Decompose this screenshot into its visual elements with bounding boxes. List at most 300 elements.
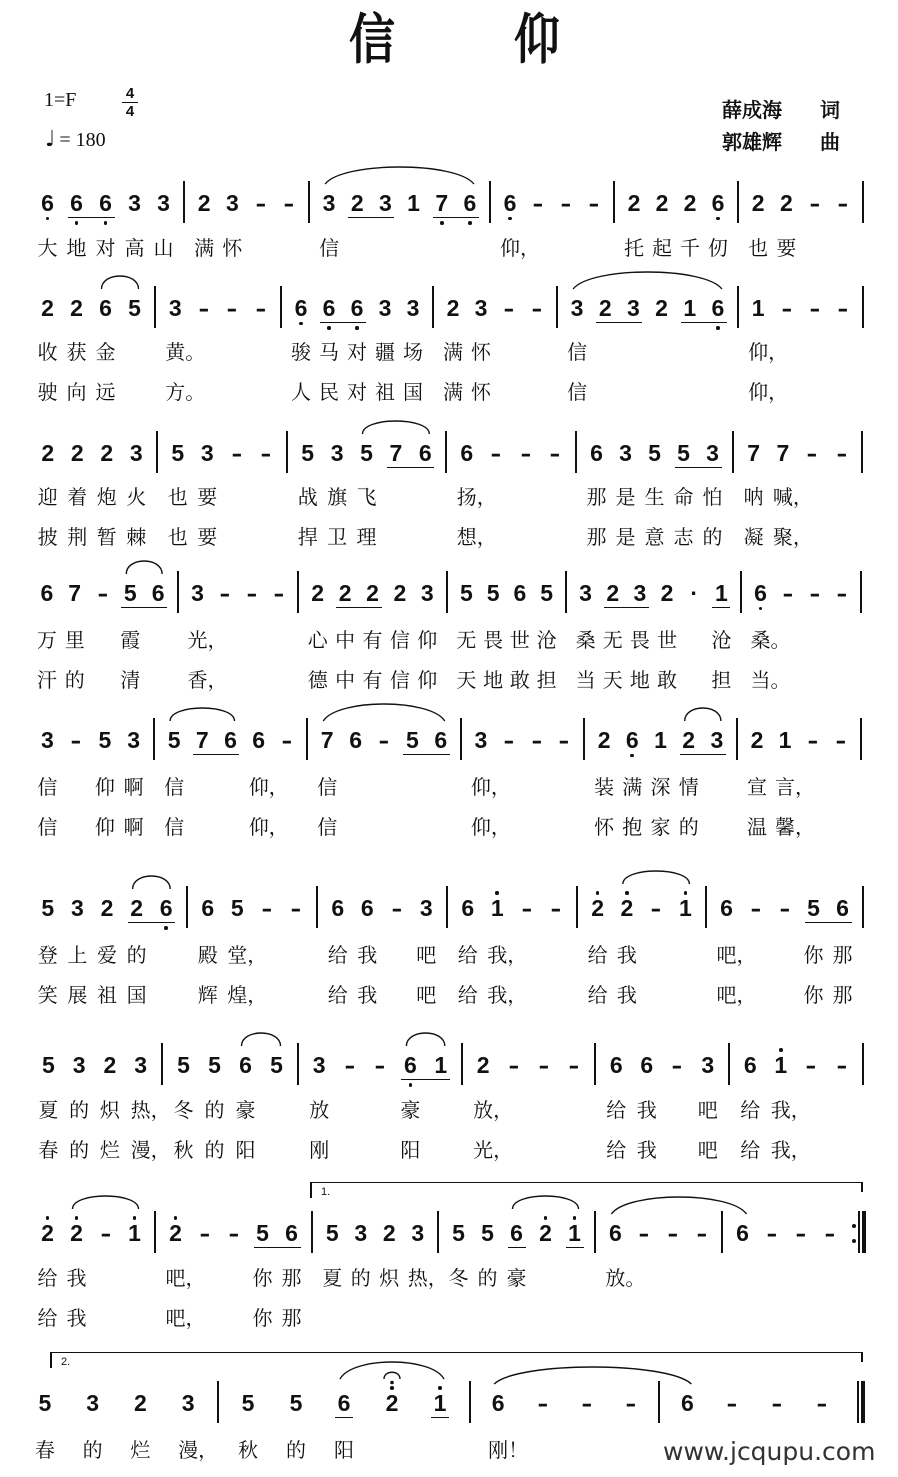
- note-cell: [315, 190, 343, 260]
- lyric-syllable: 的: [69, 1098, 90, 1122]
- note-cell: [272, 1390, 320, 1462]
- note: 3: [127, 727, 141, 753]
- note: 3: [411, 1220, 425, 1246]
- note-cell: [582, 440, 611, 549]
- note-cell: [353, 895, 383, 1007]
- note-cell: [238, 581, 265, 605]
- note-cell: [498, 1053, 528, 1077]
- note-cell: [252, 896, 282, 920]
- note-cell: [654, 580, 681, 692]
- note: 6: [285, 1220, 298, 1246]
- dash: -: [581, 1390, 592, 1416]
- note-cell: [640, 440, 669, 549]
- lyric-syllable: 国: [403, 380, 423, 404]
- note-cell: [552, 191, 580, 215]
- measure: [307, 727, 461, 839]
- lyric-syllable: 馨，: [775, 815, 815, 839]
- note-cell: [426, 1053, 456, 1077]
- lyric-syllable: 给: [37, 1266, 58, 1290]
- measure: [27, 580, 178, 692]
- note: 3: [378, 295, 392, 321]
- lyric-syllable: 信: [164, 815, 185, 839]
- note-cell: [304, 1052, 334, 1162]
- dash: -: [219, 580, 230, 606]
- note-cell: [252, 441, 282, 465]
- note-cell: [533, 580, 560, 692]
- note-cell: [247, 191, 275, 215]
- lyric-syllable: 那: [586, 525, 607, 549]
- dash: -: [667, 1220, 679, 1246]
- note-cell: [827, 728, 855, 752]
- lyric-syllable: 万: [36, 628, 57, 652]
- note: 6: [294, 295, 308, 321]
- lyric-syllable: 漫，: [178, 1438, 219, 1462]
- measure: [317, 895, 447, 1007]
- note-cell: [829, 191, 857, 215]
- lyric-syllable: 披: [37, 525, 58, 549]
- note-cell: [676, 190, 704, 260]
- lyric-syllable: 千: [680, 236, 700, 260]
- dash: -: [835, 727, 847, 753]
- note: 7: [68, 580, 82, 606]
- note-cell: [550, 728, 578, 752]
- beam-underline: [566, 1247, 584, 1248]
- note-cell: [33, 190, 62, 260]
- lyric-syllable: 的: [350, 1266, 371, 1290]
- note: 3: [134, 1052, 148, 1078]
- song-title: 信仰: [349, 8, 679, 71]
- lyric-syllable: 起: [652, 236, 672, 260]
- bar-line: [862, 886, 864, 928]
- dash: -: [625, 1390, 637, 1416]
- lyric-syllable: 霞: [120, 628, 141, 652]
- dash: -: [650, 895, 662, 921]
- lyric-syllable: 笑: [37, 983, 58, 1007]
- note-cell: [188, 728, 216, 752]
- note: 3: [633, 580, 647, 606]
- dash: -: [750, 895, 761, 921]
- note: 3: [706, 440, 719, 466]
- bar-line: [862, 1043, 864, 1085]
- note-cell: [520, 1391, 564, 1415]
- measure: [27, 440, 157, 549]
- lyric-syllable: 抱: [622, 815, 643, 839]
- note: 5: [360, 440, 373, 466]
- lyric-syllable: 的: [204, 1098, 225, 1122]
- note-cell: [669, 440, 698, 549]
- measure: [178, 580, 298, 692]
- lyric-syllable: 荆: [67, 525, 88, 549]
- lyric-syllable: 家: [650, 815, 671, 839]
- measure: [298, 1052, 462, 1162]
- note: 1: [407, 190, 420, 216]
- octave-dot-above: [46, 1216, 50, 1220]
- lyric-syllable: 中: [335, 668, 356, 692]
- lyric-syllable: 豪: [235, 1098, 256, 1122]
- note: 6: [625, 727, 639, 753]
- note-cell: [799, 1391, 844, 1415]
- note-cell: [744, 295, 789, 404]
- dash: -: [391, 895, 403, 921]
- lyric-syllable: 黄。: [165, 340, 206, 364]
- dash: -: [378, 727, 390, 753]
- note-cell: [502, 1220, 531, 1290]
- note-cell: [770, 896, 799, 920]
- quarter-note-icon: ♩: [45, 127, 56, 152]
- note: 3: [354, 1220, 368, 1246]
- beam-underline: [433, 217, 456, 218]
- note: 2: [103, 1052, 117, 1078]
- lyric-syllable: 放: [309, 1098, 330, 1122]
- lyric-syllable: 展: [67, 983, 88, 1007]
- lyric-syllable: 那: [832, 983, 853, 1007]
- note-cell: [601, 1052, 632, 1162]
- lyric-syllable: 吧: [697, 1098, 718, 1122]
- note: 6: [349, 727, 362, 753]
- measure: [741, 580, 861, 692]
- volta-label-1: 1.: [321, 1186, 331, 1198]
- lyric-syllable: 吧，: [716, 943, 757, 967]
- dash: -: [771, 1390, 783, 1416]
- lyric-syllable: 当。: [750, 668, 791, 692]
- lyric-syllable: 志: [673, 525, 694, 549]
- note: 2: [655, 295, 668, 321]
- lyric-syllable: 有: [362, 628, 383, 652]
- note: 6: [41, 190, 54, 216]
- lyric-syllable: 担: [536, 668, 557, 692]
- dash: -: [520, 440, 532, 466]
- lyric-syllable: 桑。: [750, 628, 791, 652]
- note: 6: [70, 190, 83, 216]
- volta-bracket-2-right: [861, 1352, 863, 1362]
- lyric-syllable: 旗: [327, 485, 348, 509]
- beam-underline: [703, 754, 726, 755]
- measure: [155, 1220, 312, 1330]
- note-cell: [190, 296, 219, 320]
- note-cell: [648, 296, 676, 320]
- note: 6: [640, 1052, 654, 1078]
- note-cell: [62, 190, 91, 260]
- note: 3: [129, 440, 143, 466]
- note-cell: [33, 295, 62, 404]
- octave-dot-above: [596, 891, 600, 895]
- dash: -: [503, 295, 515, 321]
- dash: -: [780, 295, 792, 321]
- note-cell: [453, 895, 483, 1007]
- lyric-syllable: 堂，: [227, 943, 268, 967]
- measure: [27, 895, 187, 1007]
- beam-underline: [427, 754, 450, 755]
- lyric-syllable: 仰，: [748, 340, 789, 364]
- lyric-syllable: 仰: [94, 815, 115, 839]
- lyric-syllable: 春: [38, 1138, 59, 1162]
- lyricist-name: 薛成海: [722, 98, 782, 122]
- note: 3: [168, 295, 182, 321]
- note: 2: [366, 580, 379, 606]
- lyric-syllable: 有: [362, 668, 383, 692]
- lyric-syllable: 是: [615, 485, 636, 509]
- lyric-syllable: 爱: [96, 943, 117, 967]
- note-cell: [827, 1053, 858, 1077]
- octave-dot-above: [174, 1216, 178, 1220]
- note-cell: [117, 1390, 165, 1462]
- beam-underline: [411, 467, 435, 468]
- note: 6: [720, 895, 733, 921]
- lyric-syllable: 吧，: [716, 983, 757, 1007]
- note: 2: [100, 440, 114, 466]
- dash: -: [805, 1052, 817, 1078]
- note: 7: [389, 440, 403, 466]
- note: 6: [836, 895, 849, 921]
- lyric-syllable: 我，: [487, 983, 528, 1007]
- lyric-syllable: 啊: [123, 775, 144, 799]
- bar-line: [860, 571, 862, 613]
- lyric-syllable: 远: [95, 380, 116, 404]
- lyric-syllable: 仰，: [500, 236, 540, 260]
- lyric-syllable: 德: [307, 668, 328, 692]
- note-cell: [612, 895, 641, 1007]
- note: 5: [41, 895, 55, 921]
- lyric-syllable: 马: [319, 340, 339, 364]
- note-cell: [444, 1220, 473, 1290]
- dash: -: [835, 440, 847, 466]
- note: 1: [751, 295, 765, 321]
- lyric-syllable: 我，: [487, 943, 528, 967]
- note-cell: [273, 728, 301, 752]
- note: 5: [648, 440, 661, 466]
- dash: -: [532, 190, 544, 216]
- note-cell: [495, 728, 523, 752]
- beam-underline: [68, 217, 92, 218]
- note-cell: [523, 296, 551, 320]
- note-cell: [618, 727, 646, 839]
- measure: [557, 295, 738, 404]
- note-cell: [149, 190, 178, 260]
- note: 7: [320, 727, 334, 753]
- note: 2: [779, 190, 793, 216]
- octave-dot-above: [779, 1048, 783, 1052]
- note-cell: [33, 1052, 64, 1162]
- lyric-syllable: 豪: [506, 1266, 527, 1290]
- note-cell: [591, 296, 619, 320]
- lyric-syllable: 香，: [187, 668, 228, 692]
- note-cell: [626, 580, 653, 692]
- lyric-syllable: 我: [616, 943, 637, 967]
- lyric-syllable: 世: [509, 628, 530, 652]
- lyric-syllable: 光，: [187, 628, 228, 652]
- note-cell: [772, 190, 800, 260]
- note-cell: [524, 191, 552, 215]
- note-cell: [703, 728, 731, 752]
- note: 2: [606, 580, 620, 606]
- beam-underline: [336, 607, 359, 608]
- note-cell: [541, 441, 571, 465]
- beam-underline: [828, 922, 852, 923]
- volta-bracket-2: [50, 1352, 863, 1353]
- dash: -: [260, 440, 272, 466]
- lyric-syllable: 满: [622, 775, 643, 799]
- note-cell: [507, 580, 534, 692]
- repeat-bar-thick: [862, 1211, 866, 1253]
- lyric-syllable: 喊，: [772, 485, 813, 509]
- note: 3: [225, 190, 239, 216]
- note-cell: [676, 296, 704, 320]
- lyric-syllable: 畏: [629, 628, 650, 652]
- note-cell: [511, 441, 541, 465]
- lyric-syllable: 言，: [775, 775, 815, 799]
- note: 2: [130, 895, 143, 921]
- note-cell: [343, 191, 371, 215]
- note-cell: [125, 1052, 171, 1162]
- note: 2: [620, 895, 634, 921]
- dash: -: [100, 1220, 111, 1246]
- octave-dot-below: [164, 926, 168, 930]
- note: 3: [406, 295, 420, 321]
- dash: -: [226, 295, 238, 321]
- measure: [309, 190, 490, 260]
- lyric-syllable: 信: [389, 668, 410, 692]
- note: 1: [774, 1052, 788, 1078]
- note-cell: [395, 1052, 425, 1162]
- octave-dot-below: [759, 607, 763, 611]
- note-cell: [33, 440, 63, 549]
- lyric-syllable: 迎: [37, 485, 58, 509]
- note-cell: [230, 1052, 261, 1162]
- note: 5: [241, 1390, 255, 1416]
- measure: [462, 1052, 595, 1162]
- lyric-syllable: 给: [740, 1138, 761, 1162]
- octave-dot-above: [573, 1216, 577, 1220]
- note: 1: [778, 727, 792, 753]
- lyric-syllable: 飞: [356, 485, 377, 509]
- dash: -: [836, 580, 847, 606]
- note-cell: [687, 1221, 716, 1245]
- lyric-syllable: 祖: [375, 380, 395, 404]
- note: 6: [711, 190, 725, 216]
- note: 3: [379, 190, 392, 216]
- lyric-syllable: 热，: [130, 1098, 171, 1122]
- note-cell: [116, 580, 144, 692]
- lyric-syllable: 春: [34, 1438, 55, 1462]
- lyric-syllable: 怕: [702, 485, 723, 509]
- note: 5: [459, 580, 473, 606]
- lyric-syllable: 民: [319, 380, 339, 404]
- lyric-syllable: 给: [587, 983, 608, 1007]
- dash: -: [231, 440, 243, 466]
- note-cell: [224, 1390, 272, 1462]
- dash: -: [97, 580, 108, 606]
- note: 7: [776, 440, 790, 466]
- lyric-syllable: 对: [347, 380, 367, 404]
- note: 3: [86, 1390, 100, 1416]
- note: 6: [463, 190, 477, 216]
- lyric-syllable: 炽: [99, 1098, 120, 1122]
- dash: -: [255, 190, 266, 216]
- note: 2: [385, 1390, 399, 1416]
- lyric-syllable: 装: [594, 775, 615, 799]
- measure: [595, 1052, 729, 1162]
- lyric-syllable: 吧，: [165, 1306, 206, 1330]
- note: 2: [655, 190, 669, 216]
- lyric-syllable: 获: [66, 340, 87, 364]
- lyric-syllable: 怀: [222, 236, 243, 260]
- measure: [438, 1220, 595, 1290]
- lyric-syllable: 命: [673, 485, 694, 509]
- measure: [722, 1221, 862, 1245]
- dash: -: [255, 295, 267, 321]
- beam-underline: [335, 1417, 353, 1418]
- lyric-syllable: 怀: [471, 340, 491, 364]
- lyric-syllable: 要: [197, 485, 218, 509]
- note-cell: [416, 1391, 464, 1415]
- note: 5: [128, 295, 141, 321]
- measure: [566, 580, 741, 692]
- lyric-syllable: 汗: [36, 668, 57, 692]
- note-cell: [559, 1053, 589, 1077]
- note-cell: [453, 580, 480, 692]
- note: 6: [350, 295, 364, 321]
- final-bar-thin: [857, 1381, 859, 1423]
- note-cell: [119, 727, 148, 839]
- note-cell: [452, 440, 497, 549]
- lyric-syllable: 山: [153, 236, 174, 260]
- lyric-syllable: 那: [832, 943, 853, 967]
- measure: [154, 727, 307, 839]
- note: 3: [627, 295, 640, 321]
- lyric-syllable: 我: [357, 983, 378, 1007]
- dash: -: [550, 895, 562, 921]
- note-cell: [322, 440, 351, 549]
- note-cell: [218, 296, 247, 320]
- lyric-syllable: 冬: [448, 1266, 469, 1290]
- note-cell: [218, 190, 246, 260]
- note: 6: [461, 895, 475, 921]
- note-cell: [642, 896, 671, 920]
- lyric-syllable: 仰: [417, 668, 438, 692]
- measure: [187, 895, 317, 1007]
- note-cell: [62, 1220, 91, 1330]
- lyric-syllable: 你: [803, 943, 824, 967]
- note: 5: [677, 440, 690, 466]
- lyric-syllable: 秋: [173, 1138, 194, 1162]
- note-cell: [414, 580, 441, 692]
- lyric-syllable: 给: [457, 943, 478, 967]
- lyric-syllable: 满: [443, 380, 463, 404]
- repeat-dot: [852, 1239, 856, 1243]
- note-cell: [120, 1221, 149, 1245]
- measure: [27, 190, 184, 260]
- note-cell: [827, 441, 856, 465]
- lyric-syllable: 要: [197, 525, 218, 549]
- lyric-syllable: 给: [37, 1306, 58, 1330]
- dash: -: [536, 1390, 548, 1416]
- lyric-syllable: 那: [281, 1266, 302, 1290]
- note-cell: [91, 1221, 120, 1245]
- lyric-syllable: 着: [67, 485, 88, 509]
- note-cell: [320, 1390, 368, 1462]
- dash: -: [70, 727, 82, 753]
- measure: [281, 295, 433, 404]
- measure: [447, 580, 566, 692]
- lyric-syllable: 刚: [309, 1138, 330, 1162]
- note: 6: [743, 1052, 757, 1078]
- lyric-syllable: 漫，: [130, 1138, 171, 1162]
- note-cell: [92, 440, 122, 549]
- note: 1: [678, 895, 692, 921]
- note-cell: [815, 1221, 844, 1245]
- note: 5: [123, 580, 137, 606]
- lyric-syllable: 我: [636, 1098, 657, 1122]
